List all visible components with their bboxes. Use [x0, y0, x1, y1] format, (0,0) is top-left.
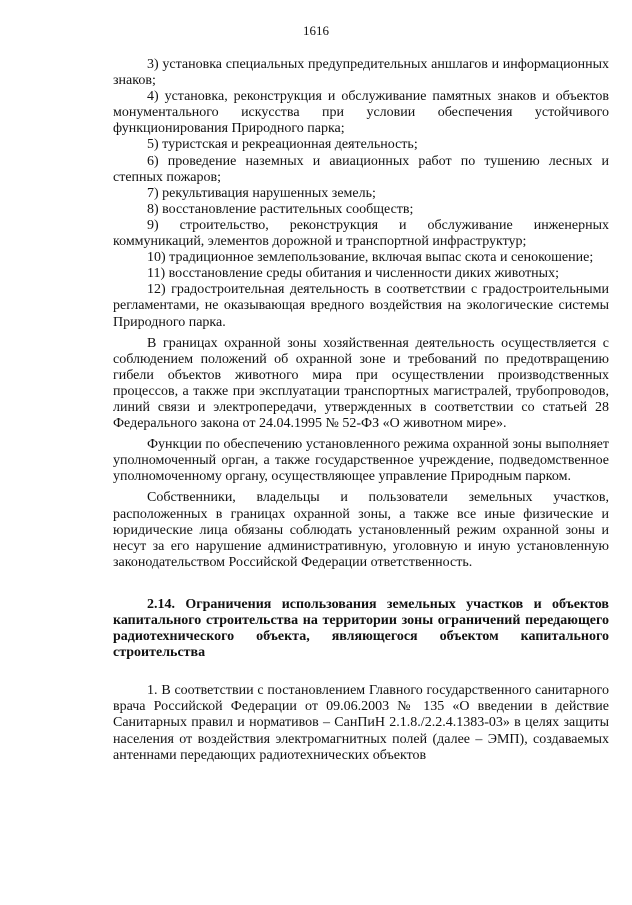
spacer: [113, 571, 609, 597]
list-item: 12) градостроительная деятельность в соответствии с градостроительными регламентами, не оказывающая вредного воздействия на экологические системы Природного парка.: [113, 282, 609, 330]
list-item: 8) восстановление растительных сообществ;: [147, 201, 414, 217]
list-item: 7) рекультивация нарушенных земель;: [147, 185, 376, 201]
body-paragraph: Функции по обеспечению установленного режима охранной зоны выполняет уполномоченный орган, а также государственное учреждение, подведомственное уполномоченному органу, осуществляющее управление Природным парком.: [113, 437, 609, 485]
body-paragraph: 1. В соответствии с постановлением Главного государственного санитарного врача Российской Федерации от 09.06.2003 № 135 «О введении в действие Санитарных правил и нормативов – СанПиН 2.1.8./2.2.4.1383-03» в целях защиты населения от воздействия электромагнитных полей (далее – ЭМП), создаваемых антеннами передающих радиотехнических объектов: [113, 683, 609, 763]
section-heading: 2.14. Ограничения использования земельных участков и объектов капитального строительства на территории зоны ограничений передающего радиотехнического объекта, являющегося объектом капитального строительства: [113, 596, 609, 661]
list-item: 5) туристская и рекреационная деятельность;: [147, 137, 418, 153]
body-paragraph: В границах охранной зоны хозяйственная деятельность осуществляется с соблюдением положений об охранной зоне и требований по предотвращению гибели объектов животного мира при осуществлении производственных процессов, а также при эксплуатации транспортных магистралей, трубопроводов, линий связи и электропередачи, утвержденных в соответствии со статьей 28 Федерального закона от 24.04.1995 № 52-ФЗ «О животном мире».: [113, 335, 609, 432]
document-body: [113, 57, 609, 764]
body-paragraph: Собственники, владельцы и пользователи земельных участков, расположенных в границах охранной зоны, а также все иные физические и юридические лица обязаны соблюдать установленный режим охранной зоны и несут за его нарушение административную, уголовную и иную установленную законодательством Российской Федерации ответственность.: [113, 490, 609, 570]
list-item: 6) проведение наземных и авиационных работ по тушению лесных и степных пожаров;: [113, 153, 609, 185]
list-item: 4) установка, реконструкция и обслуживание памятных знаков и объектов монументального искусства при условии обеспечения устойчивого функционирования Природного парка;: [113, 89, 609, 137]
list-item: 11) восстановление среды обитания и численности диких животных;: [147, 266, 559, 282]
page-number: 1616: [303, 23, 329, 38]
list-item: 9) строительство, реконструкция и обслуживание инженерных коммуникаций, элементов дорожной и транспортной инфраструктур;: [113, 217, 609, 250]
spacer: [113, 661, 609, 683]
list-item: 10) традиционное землепользование, включая выпас скота и сенокошение;: [147, 250, 594, 266]
list-item: 3) установка специальных предупредительных аншлагов и информационных знаков;: [113, 57, 609, 89]
